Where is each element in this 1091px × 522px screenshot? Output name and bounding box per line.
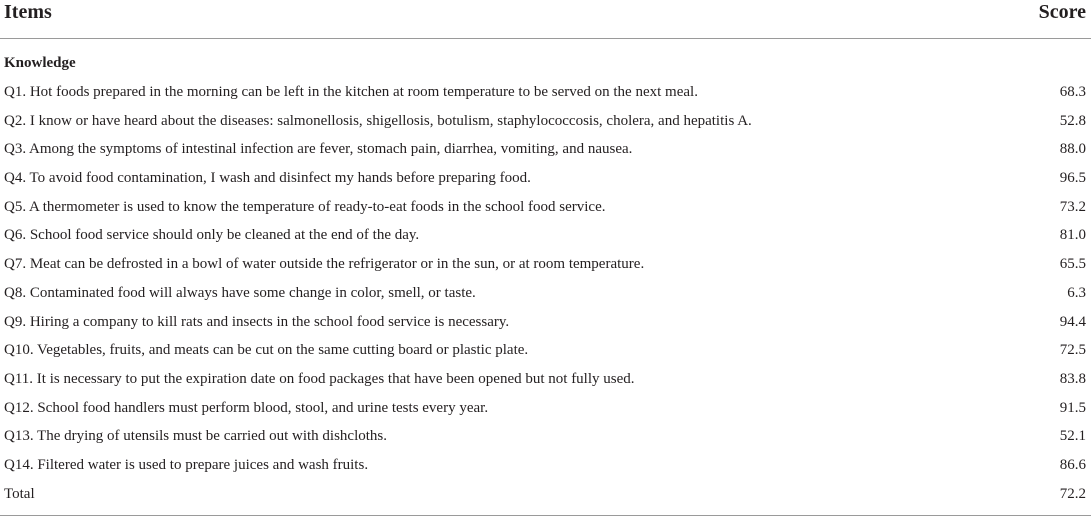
row-item: Q4. To avoid food contamination, I wash and disinfect my hands before preparing food. bbox=[4, 170, 531, 187]
row-score: 6.3 bbox=[1067, 284, 1086, 301]
row-score: 68.3 bbox=[1059, 84, 1086, 100]
table-row bbox=[0, 250, 1091, 279]
table-row bbox=[0, 394, 1091, 423]
row-score: 52.8 bbox=[1059, 112, 1086, 129]
row-score: 88.0 bbox=[1059, 141, 1086, 158]
header-divider bbox=[0, 38, 1091, 39]
row-score: 86.6 bbox=[1059, 456, 1086, 473]
row-score: 72.5 bbox=[1059, 342, 1086, 359]
header-score: Score bbox=[1038, 1, 1086, 23]
table-row bbox=[0, 308, 1091, 337]
row-item-total: Total bbox=[4, 485, 35, 502]
table-row bbox=[0, 221, 1091, 250]
table-row bbox=[0, 78, 1091, 107]
row-score: 83.8 bbox=[1059, 370, 1086, 387]
row-item: Q2. I know or have heard about the diseases: salmonellosis, shigellosis, botulism, staphylococcosis, cholera, and hepatitis A. bbox=[4, 112, 752, 129]
row-item: Q14. Filtered water is used to prepare juices and wash fruits. bbox=[4, 456, 369, 473]
row-item: Q6. School food service should only be cleaned at the end of the day. bbox=[4, 227, 420, 244]
section-label-knowledge: Knowledge bbox=[4, 55, 76, 71]
table-row bbox=[0, 193, 1091, 222]
row-item: Q3. Among the symptoms of intestinal infection are fever, stomach pain, diarrhea, vomiting, and nausea. bbox=[4, 141, 633, 158]
table-row bbox=[0, 135, 1091, 164]
table-body bbox=[0, 78, 1091, 508]
table-row bbox=[0, 365, 1091, 394]
row-score: 91.5 bbox=[1059, 399, 1086, 416]
table-row bbox=[0, 451, 1091, 480]
row-item: Q11. It is necessary to put the expiration date on food packages that have been opened but not fully used. bbox=[4, 370, 635, 387]
header-items: Items bbox=[4, 1, 52, 23]
row-score: 96.5 bbox=[1059, 170, 1086, 187]
row-item: Q12. School food handlers must perform blood, stool, and urine tests every year. bbox=[4, 399, 489, 416]
row-score: 52.1 bbox=[1059, 428, 1086, 445]
row-item: Q13. The drying of utensils must be carried out with dishcloths. bbox=[4, 428, 388, 445]
row-item: Q1. Hot foods prepared in the morning can be left in the kitchen at room temperature to be served on the next meal. bbox=[4, 84, 698, 100]
row-item: Q10. Vegetables, fruits, and meats can be cut on the same cutting board or plastic plate. bbox=[4, 342, 529, 359]
row-score-total: 72.2 bbox=[1059, 485, 1086, 502]
row-item: Q9. Hiring a company to kill rats and insects in the school food service is necessary. bbox=[4, 313, 510, 330]
table-header bbox=[0, 0, 1091, 34]
table-bottom-rule bbox=[0, 515, 1091, 516]
table-row bbox=[0, 107, 1091, 136]
row-score: 81.0 bbox=[1059, 227, 1086, 244]
row-item: Q5. A thermometer is used to know the temperature of ready-to-eat foods in the school food service. bbox=[4, 198, 606, 215]
row-score: 65.5 bbox=[1059, 256, 1086, 273]
row-item: Q7. Meat can be defrosted in a bowl of water outside the refrigerator or in the sun, or at room temperature. bbox=[4, 256, 645, 273]
table-row bbox=[0, 164, 1091, 193]
table-row bbox=[0, 279, 1091, 308]
table-row bbox=[0, 422, 1091, 451]
table-row-total bbox=[0, 480, 1091, 509]
row-item: Q8. Contaminated food will always have some change in color, smell, or taste. bbox=[4, 284, 476, 301]
row-score: 94.4 bbox=[1059, 313, 1086, 330]
table-row bbox=[0, 336, 1091, 365]
row-score: 73.2 bbox=[1059, 198, 1086, 215]
